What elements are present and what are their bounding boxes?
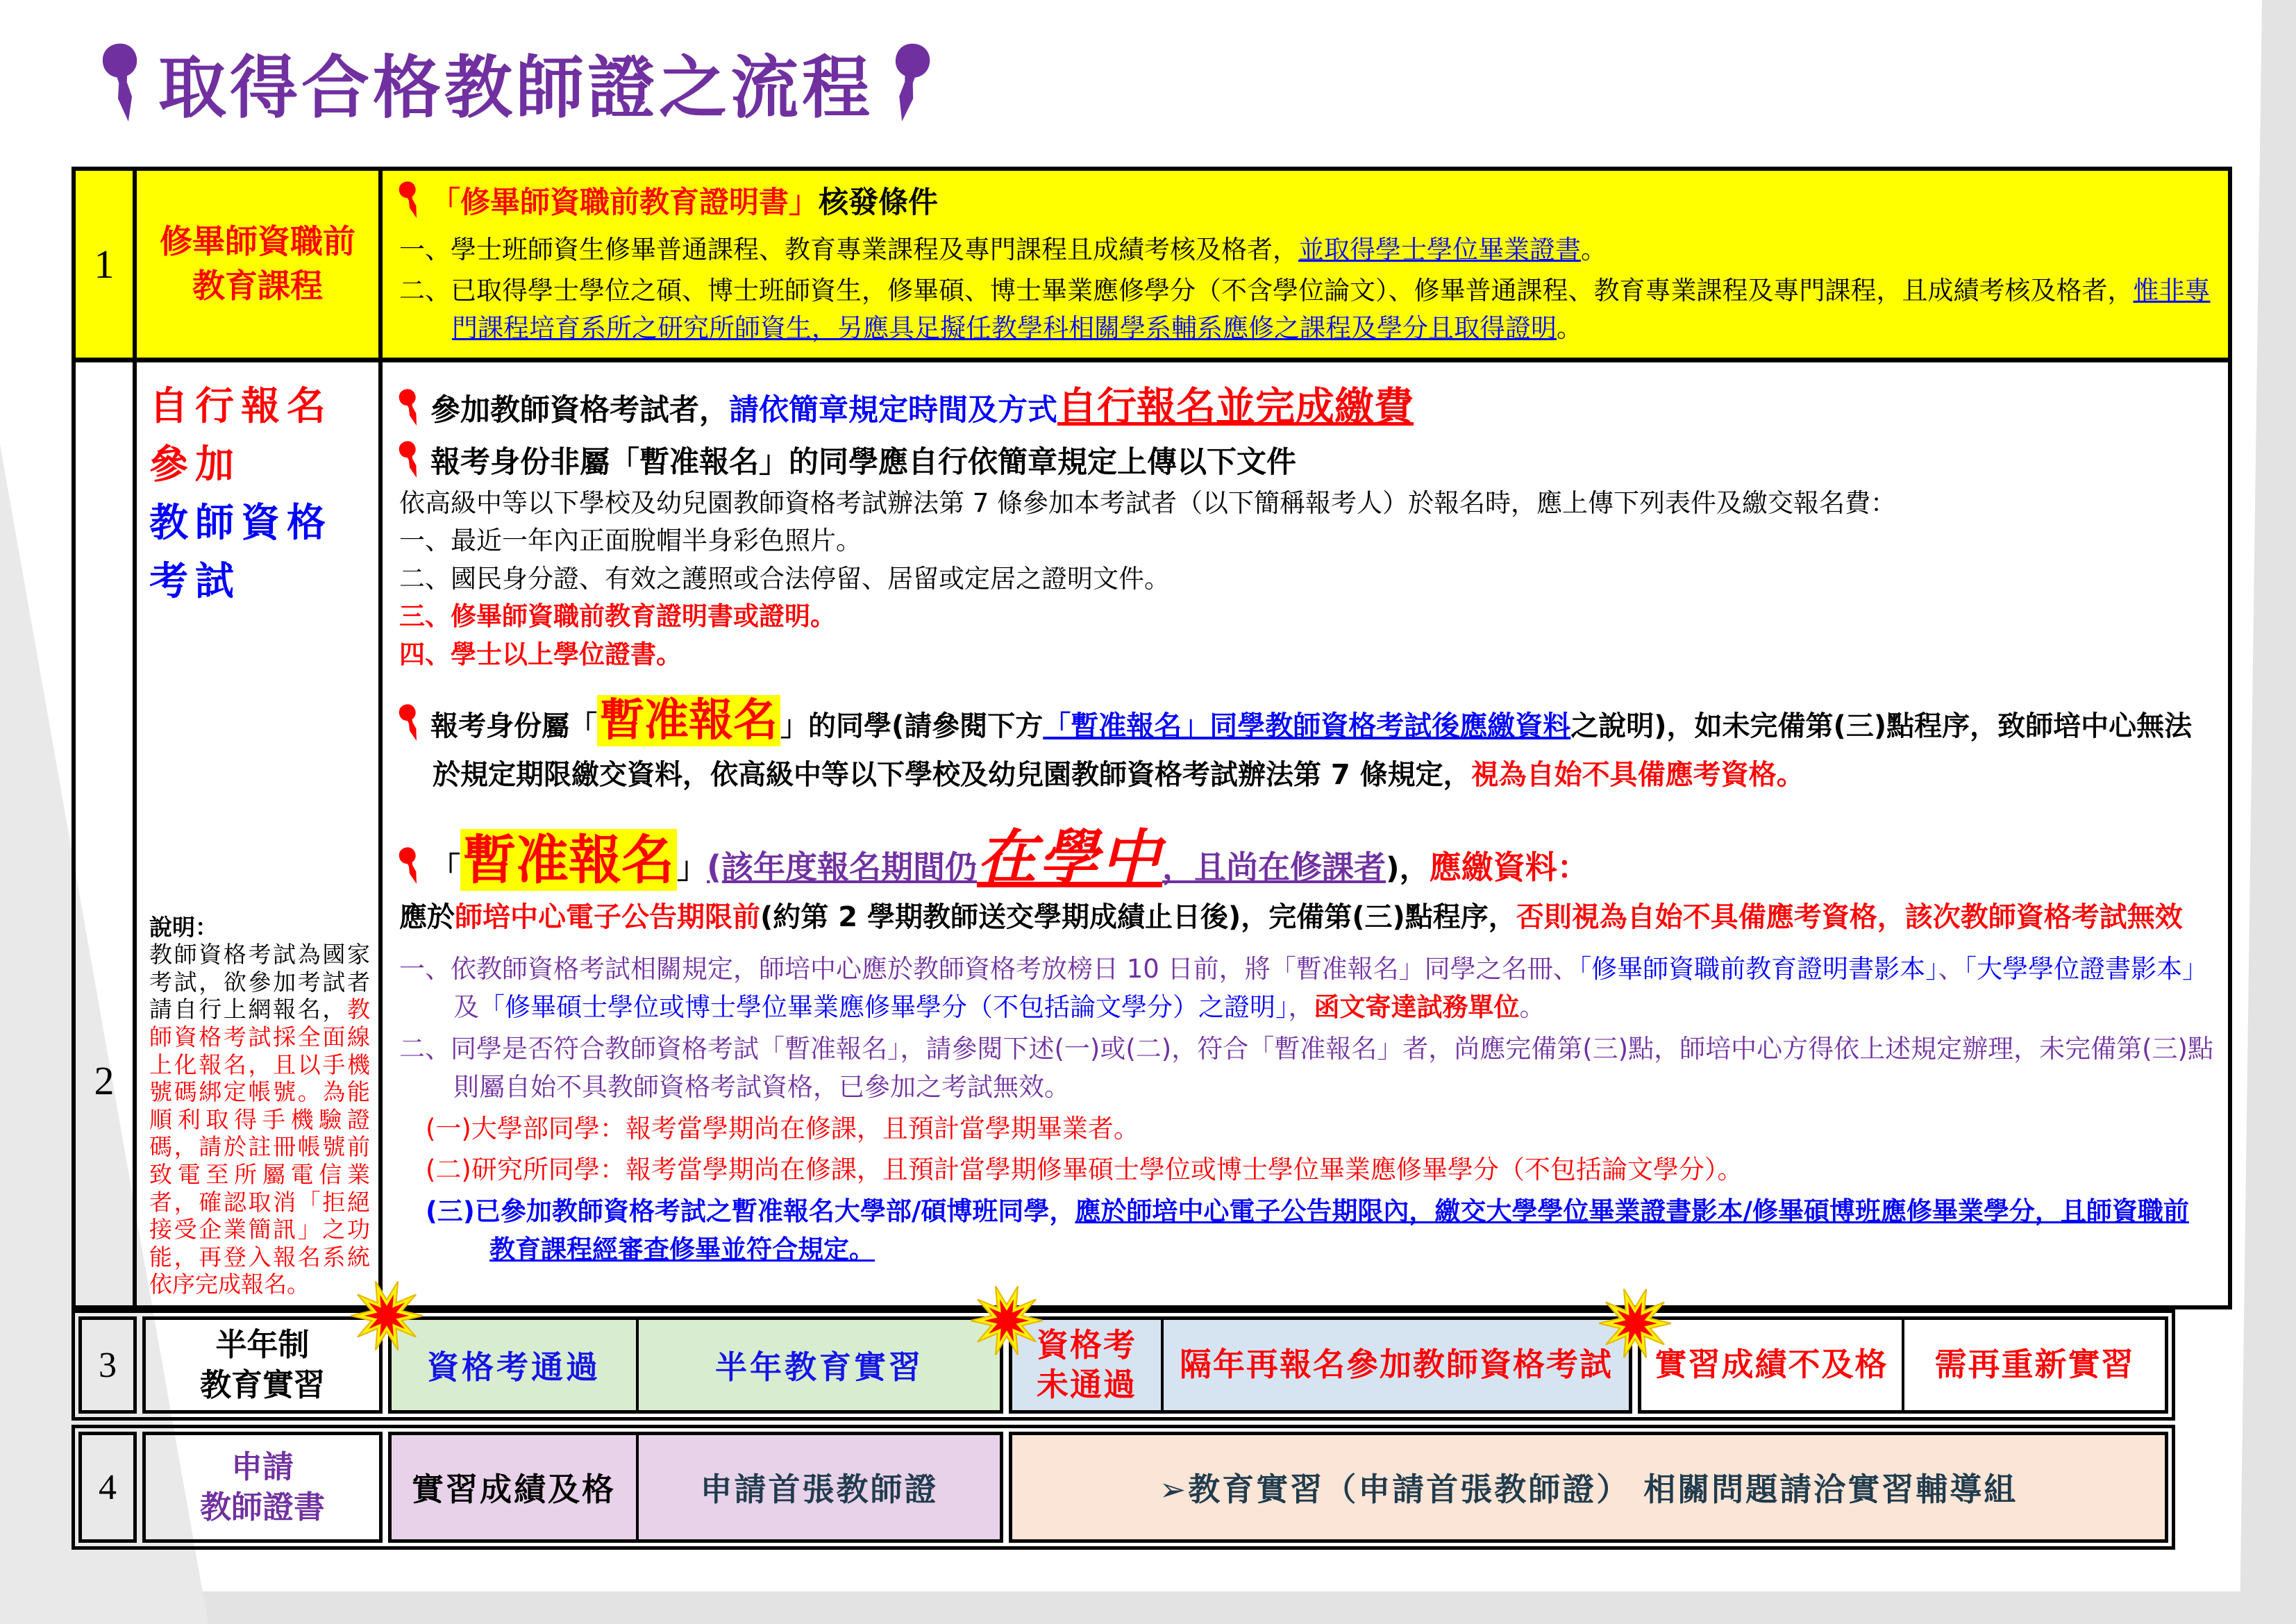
condition-text: 二、已取得學士學位之碩、博士班師資生，修畢碩、博士畢業應修學分（不含學位論文）、修畢普通課程、教育專業課程及專門課程，且成績考核及格者，: [399, 275, 2134, 305]
page-title-text: 取得合格教師證之流程: [158, 48, 874, 128]
internship-fail-box: [1638, 1316, 2168, 1414]
fail-flow-box: [1009, 1316, 1632, 1414]
redo-internship-cell: [1902, 1320, 2165, 1410]
rule-sub-2: (二)研究所同學：報考當學期尚在修課，且預計當學期修畢碩士學位或博士學位畢業應修畢學分（不包括論文學分）。: [426, 1155, 1743, 1185]
rule-sub-1: (一)大學部同學：報考當學期尚在修課，且預計當學期畢業者。: [426, 1113, 1139, 1144]
text-red: 視為自始不具備應考資格。: [1470, 758, 1804, 791]
step-row-4: [72, 1425, 2175, 1550]
text-blue-underline: 應於師培中心電子公告期限內，繳交大學學位畢業證書影本/修畢碩博班應修畢業學分，且師資職前教育課程經審查修畢並符合規定。: [489, 1196, 2189, 1265]
text-black: 之說明)，如未完備第(三)點程序，致師培中心無法於規定期限繳交資料，依高級中等以下學校及幼兒園教師資格考試辦法第 7 條規定，: [433, 710, 2193, 791]
contact-note-text: ➢教育實習（申請首張教師證） 相關問題請洽實習輔導組: [1159, 1471, 2018, 1508]
text-black: 報考身份屬「: [430, 710, 597, 742]
bottom-gray-strip: [189, 1591, 2253, 1624]
redo-internship-text: 需再重新實習: [1934, 1346, 2135, 1384]
upload-item-1: 一、最近一年內正面脫帽半身彩色照片。: [399, 526, 862, 556]
step-number: 4: [78, 1432, 137, 1543]
required-docs-label: 應繳資料：: [1429, 848, 1589, 886]
step-label: [137, 362, 383, 1305]
provisional-rules-list: [399, 950, 2214, 1269]
step-label-line: 修畢師資職前: [160, 223, 355, 262]
pushpin-icon: [394, 178, 428, 221]
flow-table: [72, 167, 2232, 1309]
deadline-line: [399, 897, 2214, 937]
text-black: 」的同學(請參閱下方: [780, 710, 1044, 742]
step-label-line: 教師證書: [199, 1489, 325, 1525]
step-number: 3: [78, 1316, 137, 1414]
step-label: [142, 1432, 383, 1543]
condition-text: 。: [1581, 234, 1607, 265]
apply-first-certificate-cell: [636, 1435, 1000, 1539]
exam-passed-cell: [392, 1320, 636, 1410]
apply-first-certificate-text: 申請首張教師證: [700, 1471, 939, 1508]
provisional-section: [399, 687, 2214, 796]
provisional-definition-line: [399, 810, 2214, 896]
text-purple: 。: [1519, 992, 1545, 1023]
intro-text: 依高級中等以下學校及幼兒園教師資格考試辦法第 7 條參加本考試者（以下簡稱報考人）於報名時，應上傳下列表件及繳交報名費：: [399, 487, 1897, 518]
starburst-icon: [351, 1280, 423, 1352]
text-red: 否則視為自始不具備應考資格，該次教師資格考試無效: [1516, 901, 2183, 933]
upload-item-3: 三、修畢師資職前教育證明書或證明。: [399, 601, 836, 632]
step-row-1: [76, 171, 2228, 362]
condition-item-2: [399, 272, 2214, 349]
text-black: 」: [677, 851, 707, 886]
text-red: 師培中心電子公告期限前: [455, 901, 760, 933]
certificate-flow-box: [388, 1432, 1003, 1543]
condition-text-blue: 惟非專門課程培育系所之研究所師資生，另應具足擬任教學科相關學系輔系應修之課程及學分且取得證明: [452, 275, 2211, 344]
condition-text: 一、學士班師資生修畢普通課程、教育專業課程及專門課程且成績考核及格者，: [399, 234, 1298, 265]
doc-name-blue: 「修畢碩士學位或博士學位畢業應修畢學分（不包括論文學分）之證明」: [479, 992, 1289, 1023]
provisional-highlight: 暫准報名: [460, 829, 677, 891]
pushpin-icon: [394, 385, 428, 429]
text-purple: 及: [453, 992, 479, 1023]
self-register-line: [399, 375, 2214, 432]
section-heading: [399, 440, 2214, 483]
text-blue: 請依簡章規定時間及方式: [729, 393, 1057, 428]
text-black: 「: [430, 851, 460, 886]
step-label-line: 教師資格: [149, 501, 333, 546]
note-red-text: 教師資格考試採全面線上化報名，且以手機號碼綁定帳號。為能順利取得手機驗證碼，請於註冊帳號前致電至所屬電信業者，確認取消「拒絕接受企業簡訊」之功能，再登入報名系統依序完成報名。: [149, 996, 370, 1298]
text-blue: 「暫准報名」同學教師資格考試後應繳資料: [1043, 710, 1571, 742]
pushpin-icon: [882, 36, 937, 128]
contact-note-cell: [1009, 1432, 2168, 1543]
step-number: 2: [76, 362, 137, 1305]
upload-item-4: 四、學士以上學位證書。: [399, 639, 682, 670]
step-label-line: 教育課程: [192, 267, 323, 305]
step-label-line: 自行報名: [149, 384, 333, 429]
text-blue: (三)已參加教師資格考試之暫准報名大學部/碩博班同學，: [426, 1196, 1075, 1226]
provisional-highlight: 暫准報名: [597, 695, 780, 746]
text-red-big: 自行報名並完成繳費: [1057, 384, 1414, 430]
rule-sub-3: [399, 1192, 2214, 1269]
step-label-line: 申請: [231, 1448, 294, 1485]
retry-next-year-text: 隔年再報名參加教師資格考試: [1180, 1346, 1613, 1384]
pushpin-icon: [394, 701, 428, 744]
rule-item-2: 二、同學是否符合教師資格考試「暫准報名」，請參閱下述(一)或(二)，符合「暫准報名」者，尚應完備第(三)點，師培中心方得依上述規定辦理，未完備第(三)點則屬自始不具教師資格考試資格，已參加之考試無效。: [399, 1033, 2213, 1103]
rule-item-1: [399, 950, 2214, 1027]
pushpin-icon: [394, 437, 428, 481]
heading-quote: 「修畢師資職前教育證明書」: [430, 185, 819, 220]
half-year-internship-text: 半年教育實習: [715, 1348, 923, 1386]
doc-name-blue: 「修畢師資職前教育證明書影本」: [1578, 953, 1938, 984]
pushpin-icon: [394, 844, 428, 887]
internship-grade-pass-text: 實習成績及格: [412, 1471, 616, 1508]
step-label-line: 參加: [149, 442, 241, 487]
certificate-issue-heading: [399, 181, 2214, 223]
step-label-line: 半年制: [215, 1325, 310, 1363]
internship-grade-fail-text: 實習成績不及格: [1654, 1346, 1888, 1384]
note-black-text: 教師資格考試為國家考試，欲參加考試者請自行上網報名，: [149, 941, 370, 1023]
exam-failed-text: 未通過: [1037, 1366, 1137, 1403]
doc-name-blue: 「大學學位證書影本」: [1963, 953, 2209, 984]
text-black: (約第 2 學期教師送交學期成績止日後)，完備第(三)點程序，: [760, 901, 1516, 933]
heading-text: 報考身份非屬「暫准報名」的同學應自行依簡章規定上傳以下文件: [430, 445, 1296, 480]
text-purple: (該年度報名期間仍: [707, 848, 978, 886]
step-label: [142, 1316, 383, 1414]
text-black: 應於: [399, 901, 455, 933]
heading-rest: 核發條件: [819, 185, 938, 220]
text-purple: 、: [1938, 953, 1964, 984]
internship-grade-fail-cell: [1641, 1320, 1902, 1410]
in-school-emphasis: 在學中: [977, 823, 1163, 893]
text-red: 函文寄達試務單位: [1314, 992, 1520, 1023]
step-row-2: [76, 362, 2228, 1305]
step-label: [137, 171, 383, 358]
step-content: [383, 171, 2228, 358]
registration-note: [149, 914, 370, 1298]
starburst-icon: [1599, 1287, 1671, 1359]
internship-grade-pass-cell: [392, 1435, 636, 1539]
step-label-line: 教育實習: [199, 1366, 325, 1403]
step-number: 1: [76, 171, 137, 358]
upload-item-2: 二、國民身分證、有效之護照或合法停留、居留或定居之證明文件。: [399, 563, 1170, 594]
text-purple: 一、依教師資格考試相關規定，師培中心應於教師資格考放榜日 10 日前，將「暫准報名」同學之名冊、: [399, 953, 1579, 984]
non-provisional-section: [399, 440, 2214, 673]
condition-text-blue: 並取得學士學位畢業證書: [1298, 234, 1581, 265]
pushpin-icon: [97, 37, 149, 128]
exam-failed-text: 資格考: [1037, 1325, 1137, 1364]
right-gray-strip: [2240, 0, 2296, 1624]
condition-text: 。: [1557, 313, 1582, 344]
text-purple: ，: [1288, 992, 1314, 1023]
page-title: [103, 33, 929, 131]
starburst-icon: [971, 1284, 1043, 1357]
pass-flow-box: [388, 1316, 1003, 1414]
text-purple: ，且尚在修課者: [1162, 848, 1386, 886]
step-label-line: 考試: [149, 559, 241, 604]
text-black: 參加教師資格考試者，: [430, 393, 729, 428]
retry-next-year-cell: [1161, 1320, 1629, 1410]
text-black: )，: [1386, 851, 1430, 886]
note-title: 說明：: [149, 913, 218, 941]
step-content: [383, 362, 2228, 1305]
half-year-internship-cell: [636, 1320, 1000, 1410]
exam-passed-text: 資格考通過: [427, 1348, 601, 1386]
condition-item-1: [399, 231, 2214, 269]
